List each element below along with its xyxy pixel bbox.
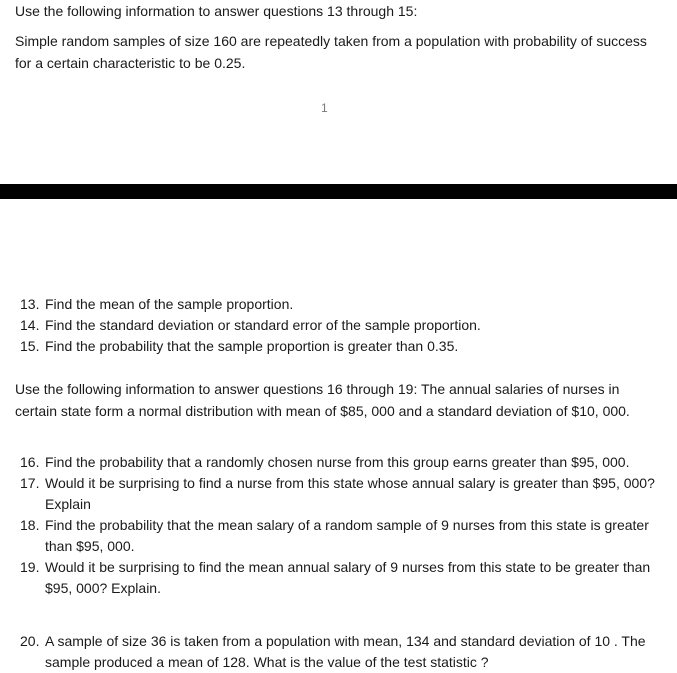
questions-13-15 xyxy=(15,294,655,357)
question-text: Find the mean of the sample proportion. xyxy=(45,296,294,312)
question-15 xyxy=(15,336,655,357)
question-20 xyxy=(15,631,655,673)
question-16 xyxy=(15,452,655,473)
question-number: 14. xyxy=(20,317,40,333)
question-text: Find the probability that a randomly chosen nurse from this group earns greater than $95, 000. xyxy=(45,454,630,470)
question-number: 19. xyxy=(20,559,40,575)
question-number: 13. xyxy=(20,296,40,312)
question-text: Find the probability that the mean salary of a random sample of 9 nurses from this state is greater than $95, 000. xyxy=(45,517,649,554)
question-number: 18. xyxy=(20,517,40,533)
question-13 xyxy=(15,294,655,315)
question-18 xyxy=(15,515,655,557)
question-14 xyxy=(15,315,655,336)
question-text: Would it be surprising to find a nurse from this state whose annual salary is greater than $95, 000? Explain xyxy=(45,475,655,512)
question-text: A sample of size 36 is taken from a population with mean, 134 and standard deviation of 10 . The sample produced a mean of 128. What is the value of the test statistic ? xyxy=(45,633,646,670)
questions-16-19 xyxy=(15,452,655,599)
section1-heading: Use the following information to answer questions 13 through 15: xyxy=(15,3,418,19)
section1-body: Simple random samples of size 160 are repeatedly taken from a population with probability of success for a certain characteristic to be 0.25. xyxy=(15,33,647,71)
page-number: 1 xyxy=(321,101,328,115)
question-number: 20. xyxy=(20,633,40,649)
question-17 xyxy=(15,473,655,515)
question-number: 15. xyxy=(20,338,40,354)
question-text: Find the standard deviation or standard error of the sample proportion. xyxy=(45,317,481,333)
question-number: 16. xyxy=(20,454,40,470)
question-text: Find the probability that the sample proportion is greater than 0.35. xyxy=(45,338,459,354)
question-number: 17. xyxy=(20,475,40,491)
question-text: Would it be surprising to find the mean annual salary of 9 nurses from this state to be greater than $95, 000? Explain. xyxy=(45,559,651,596)
question-20-list xyxy=(15,631,655,673)
question-19 xyxy=(15,557,655,599)
section2-body: Use the following information to answer questions 16 through 19: The annual salaries of nurses in certain state form a normal distribution with mean of $85, 000 and a standard deviation of $10, 000. xyxy=(15,381,630,419)
page-divider xyxy=(0,184,677,199)
